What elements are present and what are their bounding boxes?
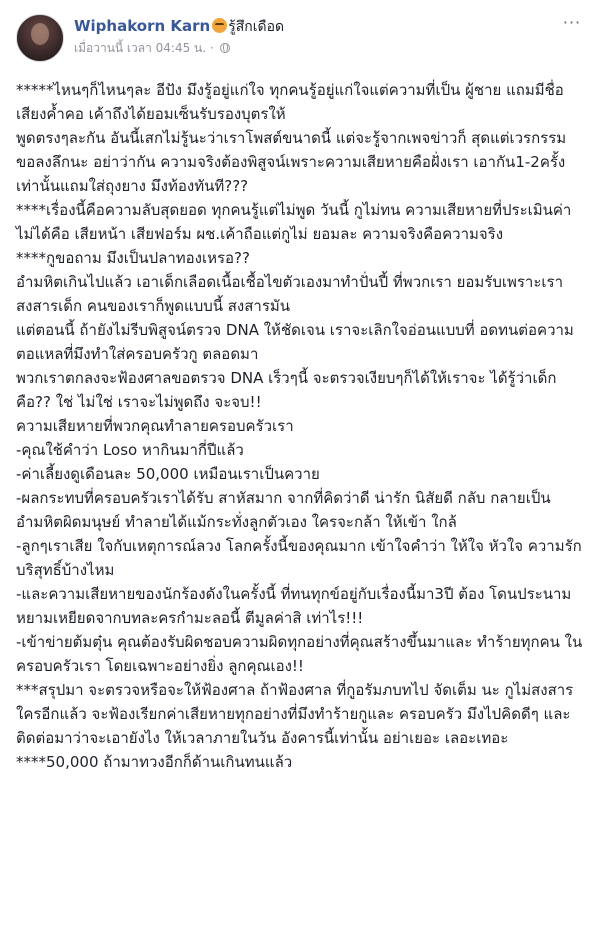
post-line: พูดตรงๆละกัน อันนี้เสกไม่รู้นะว่าเราโพสต์ขนาดนี้ แต่จะรู้จากเพจข่าวก็ สุดแต่เวรกรรม <box>16 129 567 147</box>
post-line: พวกเราตกลงจะฟ้องศาลขอตรวจ DNA เร็วๆนี้ จะตรวจเงียบๆก็ได้ให้เราจะ ได้รู้ว่าเด็กคือ?? ใช่ ไม่ใช่ เราจะไม่พูดถึง จะจบ!! <box>16 369 557 411</box>
post-timestamp-link[interactable]: เมื่อวานนี้ เวลา 04:45 น. <box>74 41 207 55</box>
post-meta <box>74 39 560 57</box>
post-line: แต่ตอนนี้ ถ้ายังไม่รีบพิสูจน์ตรวจ DNA ให้ชัดเจน เราจะเลิกใจอ่อนแบบที่ อดทนต่อความตอแหลที่มึงทำใส่ครอบครัวกู ตลอดมา <box>16 321 574 363</box>
post-line: *****ไหนๆก็ไหนๆละ อีปัง มึงรู้อยู่แก่ใจ ทุกคนรู้อยู่แก่ใจแต่ความที่เป็น ผู้ชาย แถมมีชื่อเสียงค้ำคอ เค้าถึงได้ยอมเซ็นรับรองบุตรให้ <box>16 81 564 123</box>
feeling-text: รู้สึกเดือด <box>228 19 285 35</box>
post-line: ***สรุปมา จะตรวจหรือจะให้ฟ้องศาล ถ้าฟ้องศาล ที่กูอรัมภบทไป จัดเต็ม นะ กูไม่สงสารใครอีกแล้ว จะฟ้องเรียกค่าเสียหายทุกอย่างที่มึงทำร้ายกูและ ครอบครัว มึงไปคิดดีๆ และติดต่อมาว่าจะเอายังไง ให้เวลาภายในวัน อังคารนี้เท่านั้น อย่าเยอะ เลอะเทอะ <box>16 681 574 747</box>
author-name-link[interactable]: Wiphakorn Karn <box>74 17 211 35</box>
post-line: -ค่าเลี้ยงดูเดือนละ 50,000 เหมือนเราเป็นควาย <box>16 465 320 483</box>
post-line: -เข้าข่ายต้มตุ๋น คุณต้องรับผิดชอบความผิดทุกอย่างที่คุณสร้างขึ้นมาและ ทำร้ายทุกคน ในครอบครัวเรา โดยเฉพาะอย่างยิ่ง ลูกคุณเอง!! <box>16 633 583 675</box>
post-header-text <box>74 14 560 57</box>
post-line: ความเสียหายที่พวกคุณทำลายครอบครัวเรา <box>16 417 294 435</box>
post-line: -ผลกระทบที่ครอบครัวเราได้รับ สาหัสมาก จากที่คิดว่าดี น่ารัก นิสัยดี กลับ กลายเป็นอำมหิตผิดมนุษย์ ทำลายได้แม้กระทั่งลูกตัวเอง ใครจะกล้า ให้เข้า ใกล้ <box>16 489 551 531</box>
post-line: ****50,000 ถ้ามาทวงอีกก็ด้านเกินทนแล้ว <box>16 753 293 771</box>
post-line: ****กูขอถาม มึงเป็นปลาทองเหรอ?? <box>16 249 250 267</box>
post-header <box>16 14 584 70</box>
post-line: -ลูกๆเราเสีย ใจกับเหตุการณ์ลวง โลกครั้งนี้ของคุณมาก เข้าใจคำว่า ให้ใจ หัวใจ ความรักบริสุทธิ์บ้างไหม <box>16 537 582 579</box>
post-line: -และความเสียหายของนักร้องดังในครั้งนี้ ที่ทนทุกข์อยู่กับเรื่องนี้มา3ปี ต้อง โดนประนามหยามเหยียดจากบทละครกำมะลอนี้ ตีมูลค่าสิ เท่าไร!!! <box>16 585 572 627</box>
author-avatar[interactable] <box>16 14 64 62</box>
angry-face-icon <box>212 18 227 33</box>
post-options-button[interactable]: ··· <box>562 13 582 32</box>
globe-icon[interactable] <box>220 43 230 53</box>
author-line <box>74 16 560 37</box>
post-line: -คุณใช้คำว่า Loso หากินมากี่ปีแล้ว <box>16 441 244 459</box>
post-line: อำมหิตเกินไปแล้ว เอาเด็กเลือดเนื้อเชื้อไขตัวเองมาทำปั่นปี้ ที่พวกเรา ยอมรับเพราะเราสงสารเด็ก คนของเราก็พูดแบบนี้ สงสารมัน <box>16 273 563 315</box>
post-line: ขอลงลึกนะ อย่าว่ากัน ความจริงต้องพิสูจน์เพราะความเสียหายคือฝั่งเรา เอากัน1-2ครั้งเท่านั้นแถมใส่ถุงยาง มึงท้องทันที??? <box>16 153 566 195</box>
meta-separator: · <box>209 41 214 55</box>
post-line: ****เรื่องนี้คือความลับสุดยอด ทุกคนรู้แต่ไม่พูด วันนี้ กูไม่ทน ความเสียหายที่ประเมินค่าไม่ได้คือ เสียหน้า เสียฟอร์ม ผช.เค้าถือแต่กูไม่ ยอมละ ความจริงคือความจริง <box>16 201 572 243</box>
post-body <box>16 78 584 774</box>
